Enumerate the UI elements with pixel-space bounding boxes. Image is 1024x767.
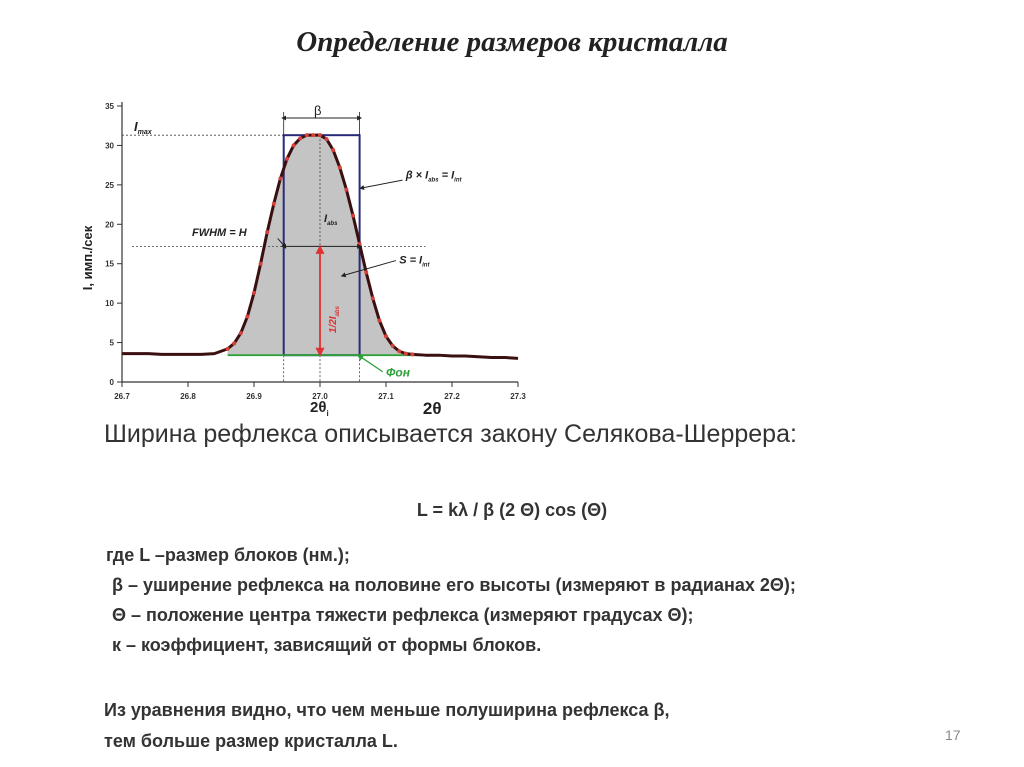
data-point	[239, 331, 243, 335]
fwhm-label: FWHM = H	[192, 227, 247, 240]
y-tick-label: 5	[109, 338, 114, 348]
definitions-list	[106, 540, 796, 660]
beta-label: β	[314, 103, 322, 118]
x-tick-label: 26.9	[246, 392, 262, 401]
iabs-label: $I_{abs}$	[324, 212, 338, 227]
conclusion	[104, 695, 669, 757]
data-point	[338, 166, 342, 170]
data-point	[391, 344, 395, 348]
data-point	[265, 230, 269, 234]
beta-eq-label: $\beta \times I_{abs} = I_{int}$	[405, 169, 462, 184]
data-point	[384, 334, 388, 338]
data-point	[252, 291, 256, 295]
page-number: 17	[945, 727, 961, 743]
y-tick-label: 20	[105, 220, 114, 230]
data-point	[331, 148, 335, 152]
data-point	[351, 214, 355, 218]
definition-item: Θ – положение центра тяжести рефлекса (измеряют градусах Θ);	[112, 605, 694, 625]
x-axis-label: 2θ	[422, 399, 442, 418]
scherrer-formula: L = kλ / β (2 Θ) cos (Θ)	[416, 500, 608, 520]
data-point	[410, 352, 414, 356]
data-point	[311, 133, 315, 137]
definition-item: где L –размер блоков (нм.);	[106, 545, 350, 565]
beta-eq-arrow	[362, 180, 403, 188]
imax-subscript: max	[137, 129, 152, 137]
x-tick-label: 27.2	[444, 392, 460, 401]
beta-eq-rhs: = I	[438, 169, 455, 182]
x-tick-label: 27.1	[378, 392, 394, 401]
data-point	[259, 262, 263, 266]
imax-label: $I_{max}$	[134, 119, 152, 137]
y-axis-label: I, имп./сек	[80, 225, 95, 291]
s-eq-subscript: int	[422, 262, 430, 269]
data-point	[272, 202, 276, 206]
data-point	[364, 270, 368, 274]
data-point	[232, 341, 236, 345]
y-tick-label: 0	[109, 378, 114, 387]
peak-chart	[78, 92, 548, 422]
y-tick-label: 30	[105, 141, 114, 151]
data-point	[404, 352, 408, 356]
y-tick-label: 25	[105, 180, 114, 190]
conclusion-line: тем больше размер кристалла L.	[104, 731, 398, 751]
peak-area-fill	[228, 135, 426, 355]
data-point	[325, 137, 329, 141]
beta-eq-sub: abs	[428, 177, 439, 184]
background-arrow	[360, 356, 383, 372]
x-tick-label: 26.8	[180, 392, 196, 401]
data-point	[298, 136, 302, 140]
data-point	[278, 177, 282, 181]
background-label: Фон	[386, 365, 410, 380]
conclusion-line: Из уравнения видно, что чем меньше полуширина рефлекса β,	[104, 700, 670, 720]
data-point	[371, 296, 375, 300]
y-tick-label: 35	[105, 102, 114, 111]
data-point	[358, 242, 362, 246]
data-point	[318, 133, 322, 137]
half-height-label: $1/2I_{abs}$	[328, 306, 341, 334]
data-point	[397, 349, 401, 353]
x-tick-label: 27.0	[312, 392, 328, 401]
iabs-subscript: abs	[327, 220, 338, 227]
s-eq-label: $S = I_{int}$	[399, 254, 430, 269]
data-point	[344, 188, 348, 192]
definition-item: к – коэффициент, зависящий от формы блоков.	[112, 635, 542, 655]
data-point	[245, 315, 249, 319]
half-height-subscript: abs	[335, 306, 341, 317]
data-point	[305, 133, 309, 137]
data-point	[226, 347, 230, 351]
x-tick-label: 26.7	[114, 392, 130, 401]
beta-eq-rhs-sub: int	[454, 177, 462, 184]
data-point	[292, 143, 296, 147]
slide-title: Определение размеров кристалла	[296, 26, 728, 58]
data-point	[285, 157, 289, 161]
peak-position-subscript: i	[326, 409, 329, 418]
y-tick-label: 15	[105, 259, 114, 269]
definition-item: β – уширение рефлекса на половине его высоты (измеряют в радианах 2Θ);	[112, 575, 796, 595]
y-tick-label: 10	[105, 299, 114, 309]
data-point	[377, 318, 381, 322]
lead-text: Ширина рефлекса описывается закону Селякова-Шеррера:	[104, 420, 797, 448]
peak-position-label: $2\theta_i$	[310, 399, 329, 418]
x-tick-label: 27.3	[510, 392, 526, 401]
